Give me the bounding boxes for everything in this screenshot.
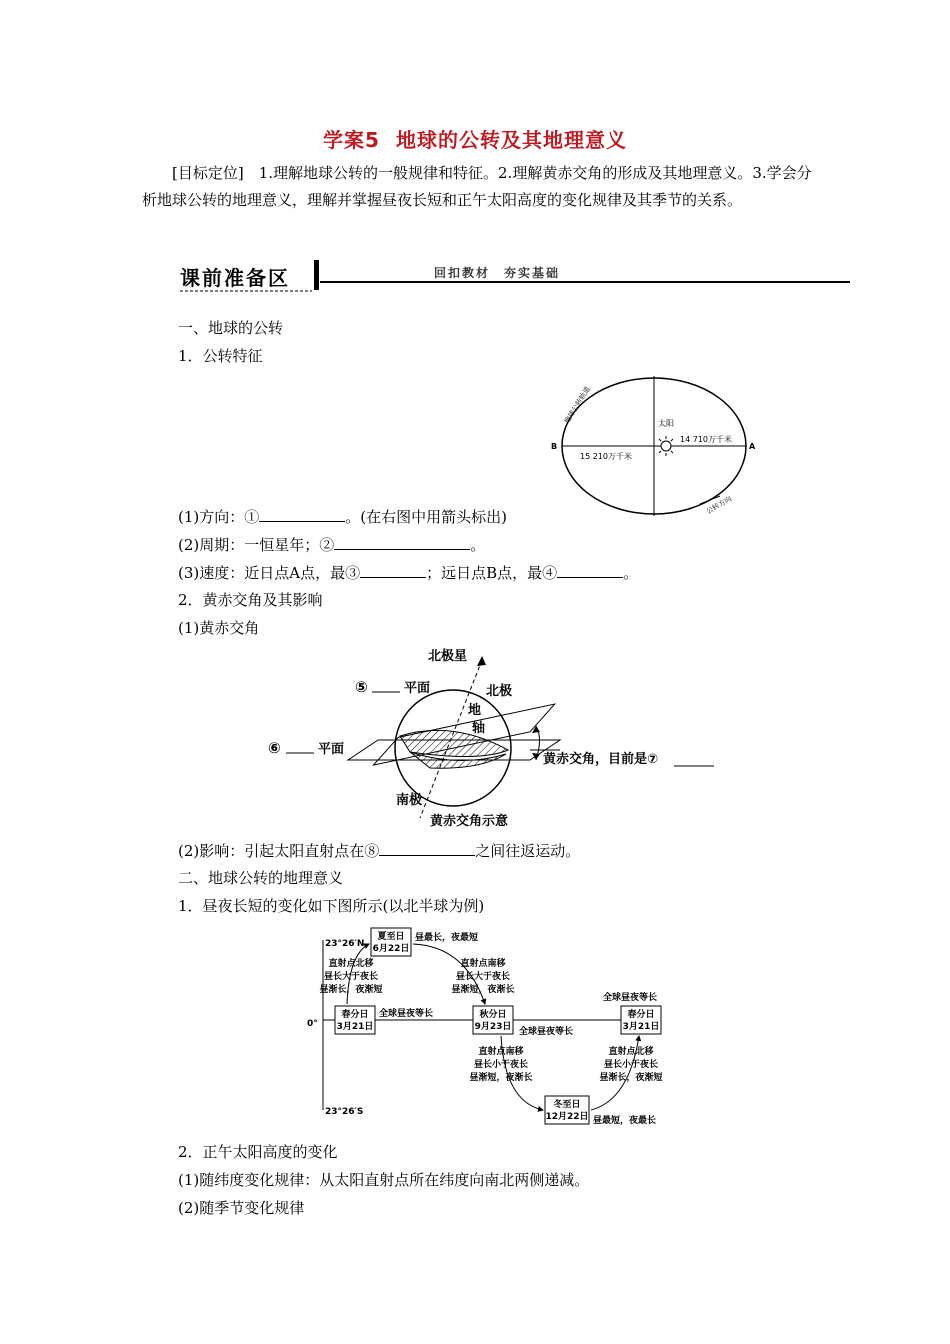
part2-law2: (2)随季节变化规律 bbox=[178, 1199, 305, 1217]
blank-4[interactable] bbox=[557, 562, 623, 578]
equal-label-1: 全球昼夜等长 bbox=[379, 1009, 434, 1019]
blank5-marker: ⑤ bbox=[355, 678, 368, 696]
spring-date: 3月21日 bbox=[336, 1022, 374, 1032]
n1-line2: 昼长大于夜长 bbox=[323, 972, 379, 982]
lat-n-label: 23°26′N bbox=[325, 939, 365, 949]
part2-sub1: 1．昼夜长短的变化如下图所示(以北半球为例) bbox=[178, 897, 485, 915]
part1-heading: 一、地球的公转 bbox=[178, 319, 284, 337]
section-label: 课前准备区 bbox=[180, 266, 290, 290]
speed-text-a: (3)速度：近日点A点，最③ bbox=[178, 564, 361, 582]
summer-note: 昼最长，夜最短 bbox=[415, 933, 479, 943]
n1-line3: 昼渐长，夜渐短 bbox=[319, 985, 383, 995]
winter-date: 12月22日 bbox=[545, 1112, 589, 1122]
s1-line3: 昼渐短，夜渐长 bbox=[469, 1073, 533, 1083]
effect-text-b: 之间往返运动。 bbox=[475, 842, 581, 860]
s2-line3: 昼渐长，夜渐短 bbox=[599, 1073, 663, 1083]
sun-icon bbox=[656, 436, 676, 456]
direction-text-b: 。(在右图中用箭头标出) bbox=[345, 508, 507, 526]
autumn-name: 秋分日 bbox=[479, 1010, 507, 1020]
n1-line1: 直射点北移 bbox=[328, 959, 374, 969]
document-title bbox=[0, 124, 950, 153]
part2-sub2: 2．正午太阳高度的变化 bbox=[178, 1143, 338, 1161]
winter-note: 昼最短，夜最长 bbox=[593, 1116, 657, 1126]
blank-8[interactable] bbox=[379, 840, 475, 856]
effect-line bbox=[178, 840, 580, 861]
blank-3[interactable] bbox=[360, 562, 426, 578]
winter-name: 冬至日 bbox=[553, 1100, 581, 1110]
n2-line2: 昼长大于夜长 bbox=[455, 972, 511, 982]
s2-line2: 昼长小于夜长 bbox=[603, 1060, 659, 1070]
objective-paragraph: [目标定位] 1.理解地球公转的一般规律和特征。2.理解黄赤交角的形成及其地理意义。3.学会分析地球公转的地理意义，理解并掌握昼夜长短和正午太阳高度的变化规律及其季节的关系。 bbox=[142, 164, 812, 209]
part2-law1: (1)随纬度变化规律：从太阳直射点所在纬度向南北两侧递减。 bbox=[178, 1171, 590, 1189]
obliquity-heading: (1)黄赤交角 bbox=[178, 619, 260, 637]
blank-1[interactable] bbox=[259, 506, 345, 522]
equal-label-3: 全球昼夜等长 bbox=[603, 993, 658, 1003]
daylength-figure bbox=[305, 924, 685, 1130]
polaris-label: 北极星 bbox=[428, 649, 468, 664]
dist-a-label: 14 710万千米 bbox=[680, 435, 732, 444]
part1-sub2: 2．黄赤交角及其影响 bbox=[178, 591, 323, 609]
s1-line1: 直射点南移 bbox=[478, 1047, 524, 1057]
obliquity-caption: 黄赤交角示意 bbox=[430, 814, 509, 829]
dist-b-label: 15 210万千米 bbox=[580, 452, 632, 461]
summer-name: 夏至日 bbox=[377, 932, 405, 942]
orbit-track-label: 地球公转轨道 bbox=[562, 385, 592, 426]
n2-line1: 直射点南移 bbox=[460, 959, 506, 969]
summer-date: 6月22日 bbox=[372, 944, 410, 954]
spring2-name: 春分日 bbox=[627, 1010, 655, 1020]
orbit-figure bbox=[550, 370, 760, 530]
point-b-label: B bbox=[551, 442, 558, 451]
s2-line1: 直射点北移 bbox=[608, 1047, 654, 1057]
effect-text-a: (2)影响：引起太阳直射点在⑧ bbox=[178, 842, 380, 860]
speed-text-c: 。 bbox=[623, 564, 639, 582]
part2-heading: 二、地球公转的地理意义 bbox=[178, 869, 344, 887]
period-line bbox=[178, 534, 485, 555]
obliquity-figure bbox=[260, 640, 730, 834]
period-text-b: 。 bbox=[470, 536, 486, 554]
sun-label: 太阳 bbox=[658, 419, 674, 428]
lat-s-label: 23°26′S bbox=[325, 1107, 364, 1117]
point-a-label: A bbox=[749, 442, 756, 451]
direction-text-a: (1)方向：① bbox=[178, 508, 260, 526]
n2-line3: 昼渐短，夜渐长 bbox=[451, 985, 515, 995]
south-pole-label: 南极 bbox=[396, 793, 423, 808]
blank-2[interactable] bbox=[334, 534, 470, 550]
axis-char-1: 地 bbox=[468, 703, 482, 718]
spring-name: 春分日 bbox=[341, 1010, 369, 1020]
s1-line2: 昼长小于夜长 bbox=[473, 1060, 529, 1070]
blank6-marker: ⑥ bbox=[268, 739, 281, 757]
lat-0-label: 0° bbox=[307, 1019, 318, 1029]
hatched-section-upper bbox=[400, 730, 508, 756]
part1-sub1: 1．公转特征 bbox=[178, 347, 263, 365]
axis-char-2: 轴 bbox=[472, 721, 486, 736]
polaris-arrow bbox=[477, 656, 486, 666]
plane6-label: 平面 bbox=[318, 742, 345, 757]
north-pole-label: 北极 bbox=[486, 684, 513, 699]
equal-label-2: 全球昼夜等长 bbox=[519, 1027, 574, 1037]
period-text-a: (2)周期：一恒星年；② bbox=[178, 536, 335, 554]
section-subtitle: 回扣教材 夯实基础 bbox=[434, 266, 561, 280]
revolution-direction-label: 公转方向 bbox=[705, 494, 734, 516]
speed-line bbox=[178, 562, 638, 583]
title-main: 学案5 bbox=[323, 128, 380, 152]
title-sub: 地球的公转及其地理意义 bbox=[395, 128, 627, 152]
speed-text-b: ；远日点B点，最④ bbox=[426, 564, 558, 582]
autumn-date: 9月23日 bbox=[474, 1022, 512, 1032]
spring2-date: 3月21日 bbox=[622, 1022, 660, 1032]
direction-line bbox=[178, 506, 507, 527]
obliquity-angle-label: 黄赤交角，目前是⑦ bbox=[543, 752, 659, 767]
plane5-label: 平面 bbox=[404, 681, 431, 696]
